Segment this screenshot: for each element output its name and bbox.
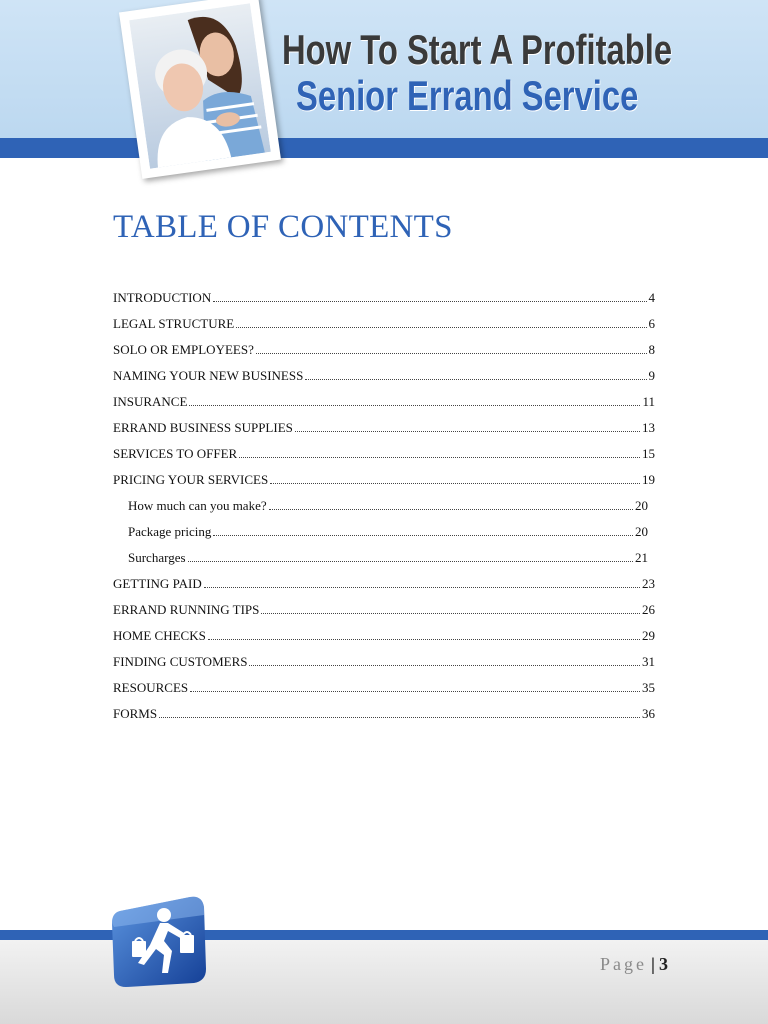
toc-entry-title: NAMING YOUR NEW BUSINESS: [113, 368, 304, 383]
header-photo: [119, 0, 281, 179]
toc-entry[interactable]: [113, 446, 655, 472]
toc-dot-leader: [236, 317, 646, 328]
toc-entry-page: 35: [642, 680, 655, 695]
toc-entry-page: 23: [642, 576, 655, 591]
toc-dot-leader: [159, 707, 640, 718]
toc-entry-page: 20: [635, 524, 648, 539]
toc-dot-leader: [270, 473, 640, 484]
toc-entry-page: 8: [648, 342, 655, 357]
toc-entry-page: 36: [642, 706, 655, 721]
toc-entry-title: HOME CHECKS: [113, 628, 206, 643]
toc-subentry[interactable]: [113, 498, 648, 524]
toc-subentry[interactable]: [113, 550, 648, 576]
toc-entry[interactable]: [113, 420, 655, 446]
toc-dot-leader: [190, 681, 640, 692]
toc-entry-page: 20: [635, 498, 648, 513]
toc-subentry[interactable]: [113, 524, 648, 550]
toc-entry-page: 11: [642, 394, 655, 409]
toc-dot-leader: [239, 447, 640, 458]
toc-entry[interactable]: [113, 472, 655, 498]
toc-entry-title: ERRAND BUSINESS SUPPLIES: [113, 420, 293, 435]
toc-entry[interactable]: [113, 628, 655, 654]
toc-entry-page: 13: [642, 420, 655, 435]
toc-entry-title: FINDING CUSTOMERS: [113, 654, 248, 669]
toc-entry-page: 26: [642, 602, 655, 617]
toc-entry-page: 29: [642, 628, 655, 643]
document-title-line-2: Senior Errand Service: [296, 72, 639, 119]
toc-entry-page: 21: [635, 550, 648, 565]
toc-dot-leader: [213, 525, 633, 536]
toc-dot-leader: [189, 395, 640, 406]
toc-entry-title: How much can you make?: [128, 498, 267, 513]
toc-entry-title: INSURANCE: [113, 394, 188, 409]
toc-list: [113, 290, 655, 732]
toc-entry-page: 6: [648, 316, 655, 331]
toc-entry-page: 31: [642, 654, 655, 669]
toc-heading: TABLE OF CONTENTS: [113, 209, 453, 245]
toc-dot-leader: [305, 369, 646, 380]
toc-dot-leader: [204, 577, 640, 588]
toc-entry-title: FORMS: [113, 706, 158, 721]
toc-entry-title: RESOURCES: [113, 680, 189, 695]
page-number-label: [600, 954, 668, 975]
senior-caregiver-photo-icon: [129, 3, 271, 169]
toc-entry-title: Surcharges: [128, 550, 186, 565]
toc-entry-title: GETTING PAID: [113, 576, 202, 591]
toc-dot-leader: [256, 343, 647, 354]
toc-entry-title: PRICING YOUR SERVICES: [113, 472, 269, 487]
toc-dot-leader: [261, 603, 640, 614]
header-stripe: [0, 138, 768, 158]
toc-entry-title: SERVICES TO OFFER: [113, 446, 238, 461]
toc-entry[interactable]: [113, 576, 655, 602]
toc-entry-page: 19: [642, 472, 655, 487]
document-title-line-1: How To Start A Profitable: [282, 26, 673, 73]
toc-entry[interactable]: [113, 290, 655, 316]
toc-dot-leader: [295, 421, 640, 432]
toc-entry[interactable]: [113, 342, 655, 368]
toc-entry[interactable]: [113, 602, 655, 628]
toc-dot-leader: [208, 629, 640, 640]
page-separator: |: [651, 954, 655, 974]
errand-runner-logo-icon: [110, 893, 210, 989]
toc-entry[interactable]: [113, 654, 655, 680]
toc-entry-title: SOLO OR EMPLOYEES?: [113, 342, 254, 357]
toc-entry[interactable]: [113, 394, 655, 420]
toc-dot-leader: [188, 551, 633, 562]
toc-entry-page: 4: [648, 290, 655, 305]
toc-entry[interactable]: [113, 706, 655, 732]
toc-entry[interactable]: [113, 316, 655, 342]
toc-entry-page: 9: [648, 368, 655, 383]
toc-entry[interactable]: [113, 680, 655, 706]
toc-entry-title: Package pricing: [128, 524, 212, 539]
toc-dot-leader: [213, 291, 646, 302]
toc-entry-title: LEGAL STRUCTURE: [113, 316, 235, 331]
toc-entry[interactable]: [113, 368, 655, 394]
page-label: Page: [600, 954, 648, 974]
toc-entry-page: 15: [642, 446, 655, 461]
toc-entry-title: INTRODUCTION: [113, 290, 212, 305]
toc-entry-title: ERRAND RUNNING TIPS: [113, 602, 260, 617]
errand-runner-logo: [110, 893, 210, 989]
page-number: 3: [659, 954, 668, 974]
toc-dot-leader: [269, 499, 633, 510]
toc-dot-leader: [249, 655, 640, 666]
